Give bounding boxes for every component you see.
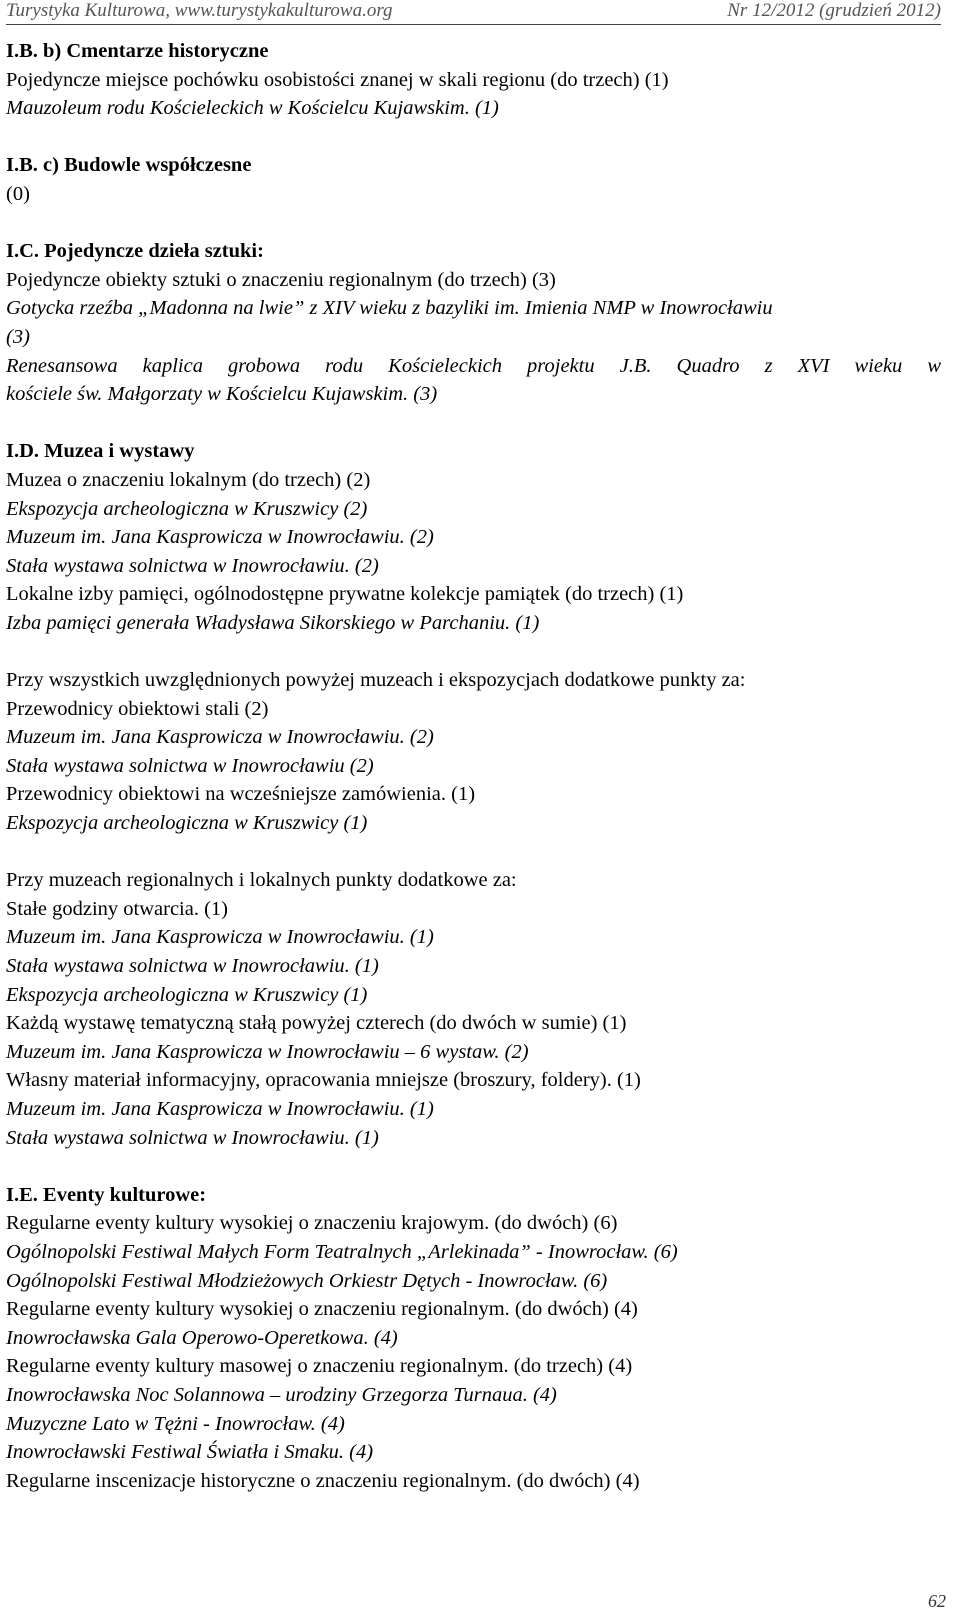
paragraph-gap: [6, 209, 941, 238]
paragraph-gap: [6, 637, 941, 666]
text-line: Lokalne izby pamięci, ogólnodostępne prywatne kolekcje pamiątek (do trzech) (1): [6, 583, 684, 606]
text-line: Przy muzeach regionalnych i lokalnych punkty dodatkowe za:: [6, 869, 517, 892]
text-line: Przy wszystkich uwzględnionych powyżej muzeach i ekspozycjach dodatkowe punkty za:: [6, 669, 746, 692]
paragraph-gap: [6, 123, 941, 152]
example-line: Stała wystawa solnictwa w Inowrocławiu. (2): [6, 554, 379, 577]
paragraph-gap: [6, 838, 941, 867]
example-line: Muzeum im. Jana Kasprowicza w Inowrocławiu. (1): [6, 926, 434, 949]
text-line: Pojedyncze obiekty sztuki o znaczeniu regionalnym (do trzech) (3): [6, 268, 556, 291]
example-line: Mauzoleum rodu Kościeleckich w Kościelcu Kujawskim. (1): [6, 97, 499, 120]
example-line: Stała wystawa solnictwa w Inowrocławiu. (1): [6, 1126, 379, 1149]
example-line: Inowrocławska Noc Solannowa – urodziny Grzegorza Turnaua. (4): [6, 1383, 557, 1406]
example-line: Muzeum im. Jana Kasprowicza w Inowrocławiu. (1): [6, 1097, 434, 1120]
example-line: Stała wystawa solnictwa w Inowrocławiu (2): [6, 754, 374, 777]
section-heading: I.B. b) Cmentarze historyczne: [6, 40, 269, 62]
text-line: Regularne inscenizacje historyczne o znaczeniu regionalnym. (do dwóch) (4): [6, 1469, 640, 1492]
example-line: Muzeum im. Jana Kasprowicza w Inowrocławiu. (2): [6, 526, 434, 549]
example-line: Ogólnopolski Festiwal Młodzieżowych Orkiestr Dętych - Inowrocław. (6): [6, 1269, 608, 1292]
example-line: Muzeum im. Jana Kasprowicza w Inowrocławiu – 6 wystaw. (2): [6, 1040, 529, 1063]
paragraph-gap: [6, 1152, 941, 1181]
text-line: Stałe godziny otwarcia. (1): [6, 897, 229, 920]
example-line: Ogólnopolski Festiwal Małych Form Teatralnych „Arlekinada” - Inowrocław. (6): [6, 1240, 678, 1263]
example-line: (3): [6, 325, 30, 348]
example-line: Ekspozycja archeologiczna w Kruszwicy (1): [6, 983, 368, 1006]
section-heading: I.C. Pojedyncze dzieła sztuki:: [6, 240, 264, 263]
section-heading: I.B. c) Budowle współczesne: [6, 154, 252, 177]
example-line: kościele św. Małgorzaty w Kościelcu Kujawskim. (3): [6, 383, 438, 406]
page-header: [6, 0, 941, 25]
paragraph-gap: [6, 409, 941, 438]
text-line: Własny materiał informacyjny, opracowania mniejsze (broszury, foldery). (1): [6, 1069, 641, 1092]
text-line: Każdą wystawę tematyczną stałą powyżej czterech (do dwóch w sumie) (1): [6, 1012, 627, 1035]
text-line: Regularne eventy kultury wysokiej o znaczeniu regionalnym. (do dwóch) (4): [6, 1298, 638, 1321]
text-line: Przewodnicy obiektowi na wcześniejsze zamówienia. (1): [6, 783, 476, 806]
text-line: Muzea o znaczeniu lokalnym (do trzech) (2): [6, 468, 371, 491]
example-line: Muzyczne Lato w Tężni - Inowrocław. (4): [6, 1412, 345, 1435]
header-journal-title: Turystyka Kulturowa, www.turystykakulturowa.org: [6, 0, 393, 21]
example-line: Ekspozycja archeologiczna w Kruszwicy (1): [6, 812, 368, 835]
text-line: Regularne eventy kultury wysokiej o znaczeniu krajowym. (do dwóch) (6): [6, 1212, 618, 1235]
document-body: [6, 37, 941, 1495]
text-line: (0): [6, 182, 30, 205]
section-heading: I.E. Eventy kulturowe:: [6, 1183, 207, 1206]
text-line: Przewodnicy obiektowi stali (2): [6, 697, 269, 720]
example-line: Inowrocławska Gala Operowo-Operetkowa. (4): [6, 1326, 398, 1349]
header-issue-number: Nr 12/2012 (grudzień 2012): [727, 0, 941, 21]
example-line: Gotycka rzeźba „Madonna na lwie” z XIV wieku z bazyliki im. Imienia NMP w Inowrocławiu: [6, 297, 773, 320]
section-heading: I.D. Muzea i wystawy: [6, 440, 195, 463]
text-line: Regularne eventy kultury masowej o znaczeniu regionalnym. (do trzech) (4): [6, 1355, 633, 1378]
example-line: Izba pamięci generała Władysława Sikorskiego w Parchaniu. (1): [6, 611, 540, 634]
example-line: Muzeum im. Jana Kasprowicza w Inowrocławiu. (2): [6, 726, 434, 749]
example-line: Stała wystawa solnictwa w Inowrocławiu. (1): [6, 955, 379, 977]
example-line: Inowrocławski Festiwal Światła i Smaku. (4): [6, 1441, 374, 1464]
example-line: Renesansowa kaplica grobowa rodu Kościeleckich projektu J.B. Quadro z XVI wieku w: [6, 354, 941, 377]
text-line: Pojedyncze miejsce pochówku osobistości znanej w skali regionu (do trzech) (1): [6, 68, 669, 91]
page-number: 62: [928, 1591, 946, 1611]
example-line: Ekspozycja archeologiczna w Kruszwicy (2): [6, 497, 368, 520]
